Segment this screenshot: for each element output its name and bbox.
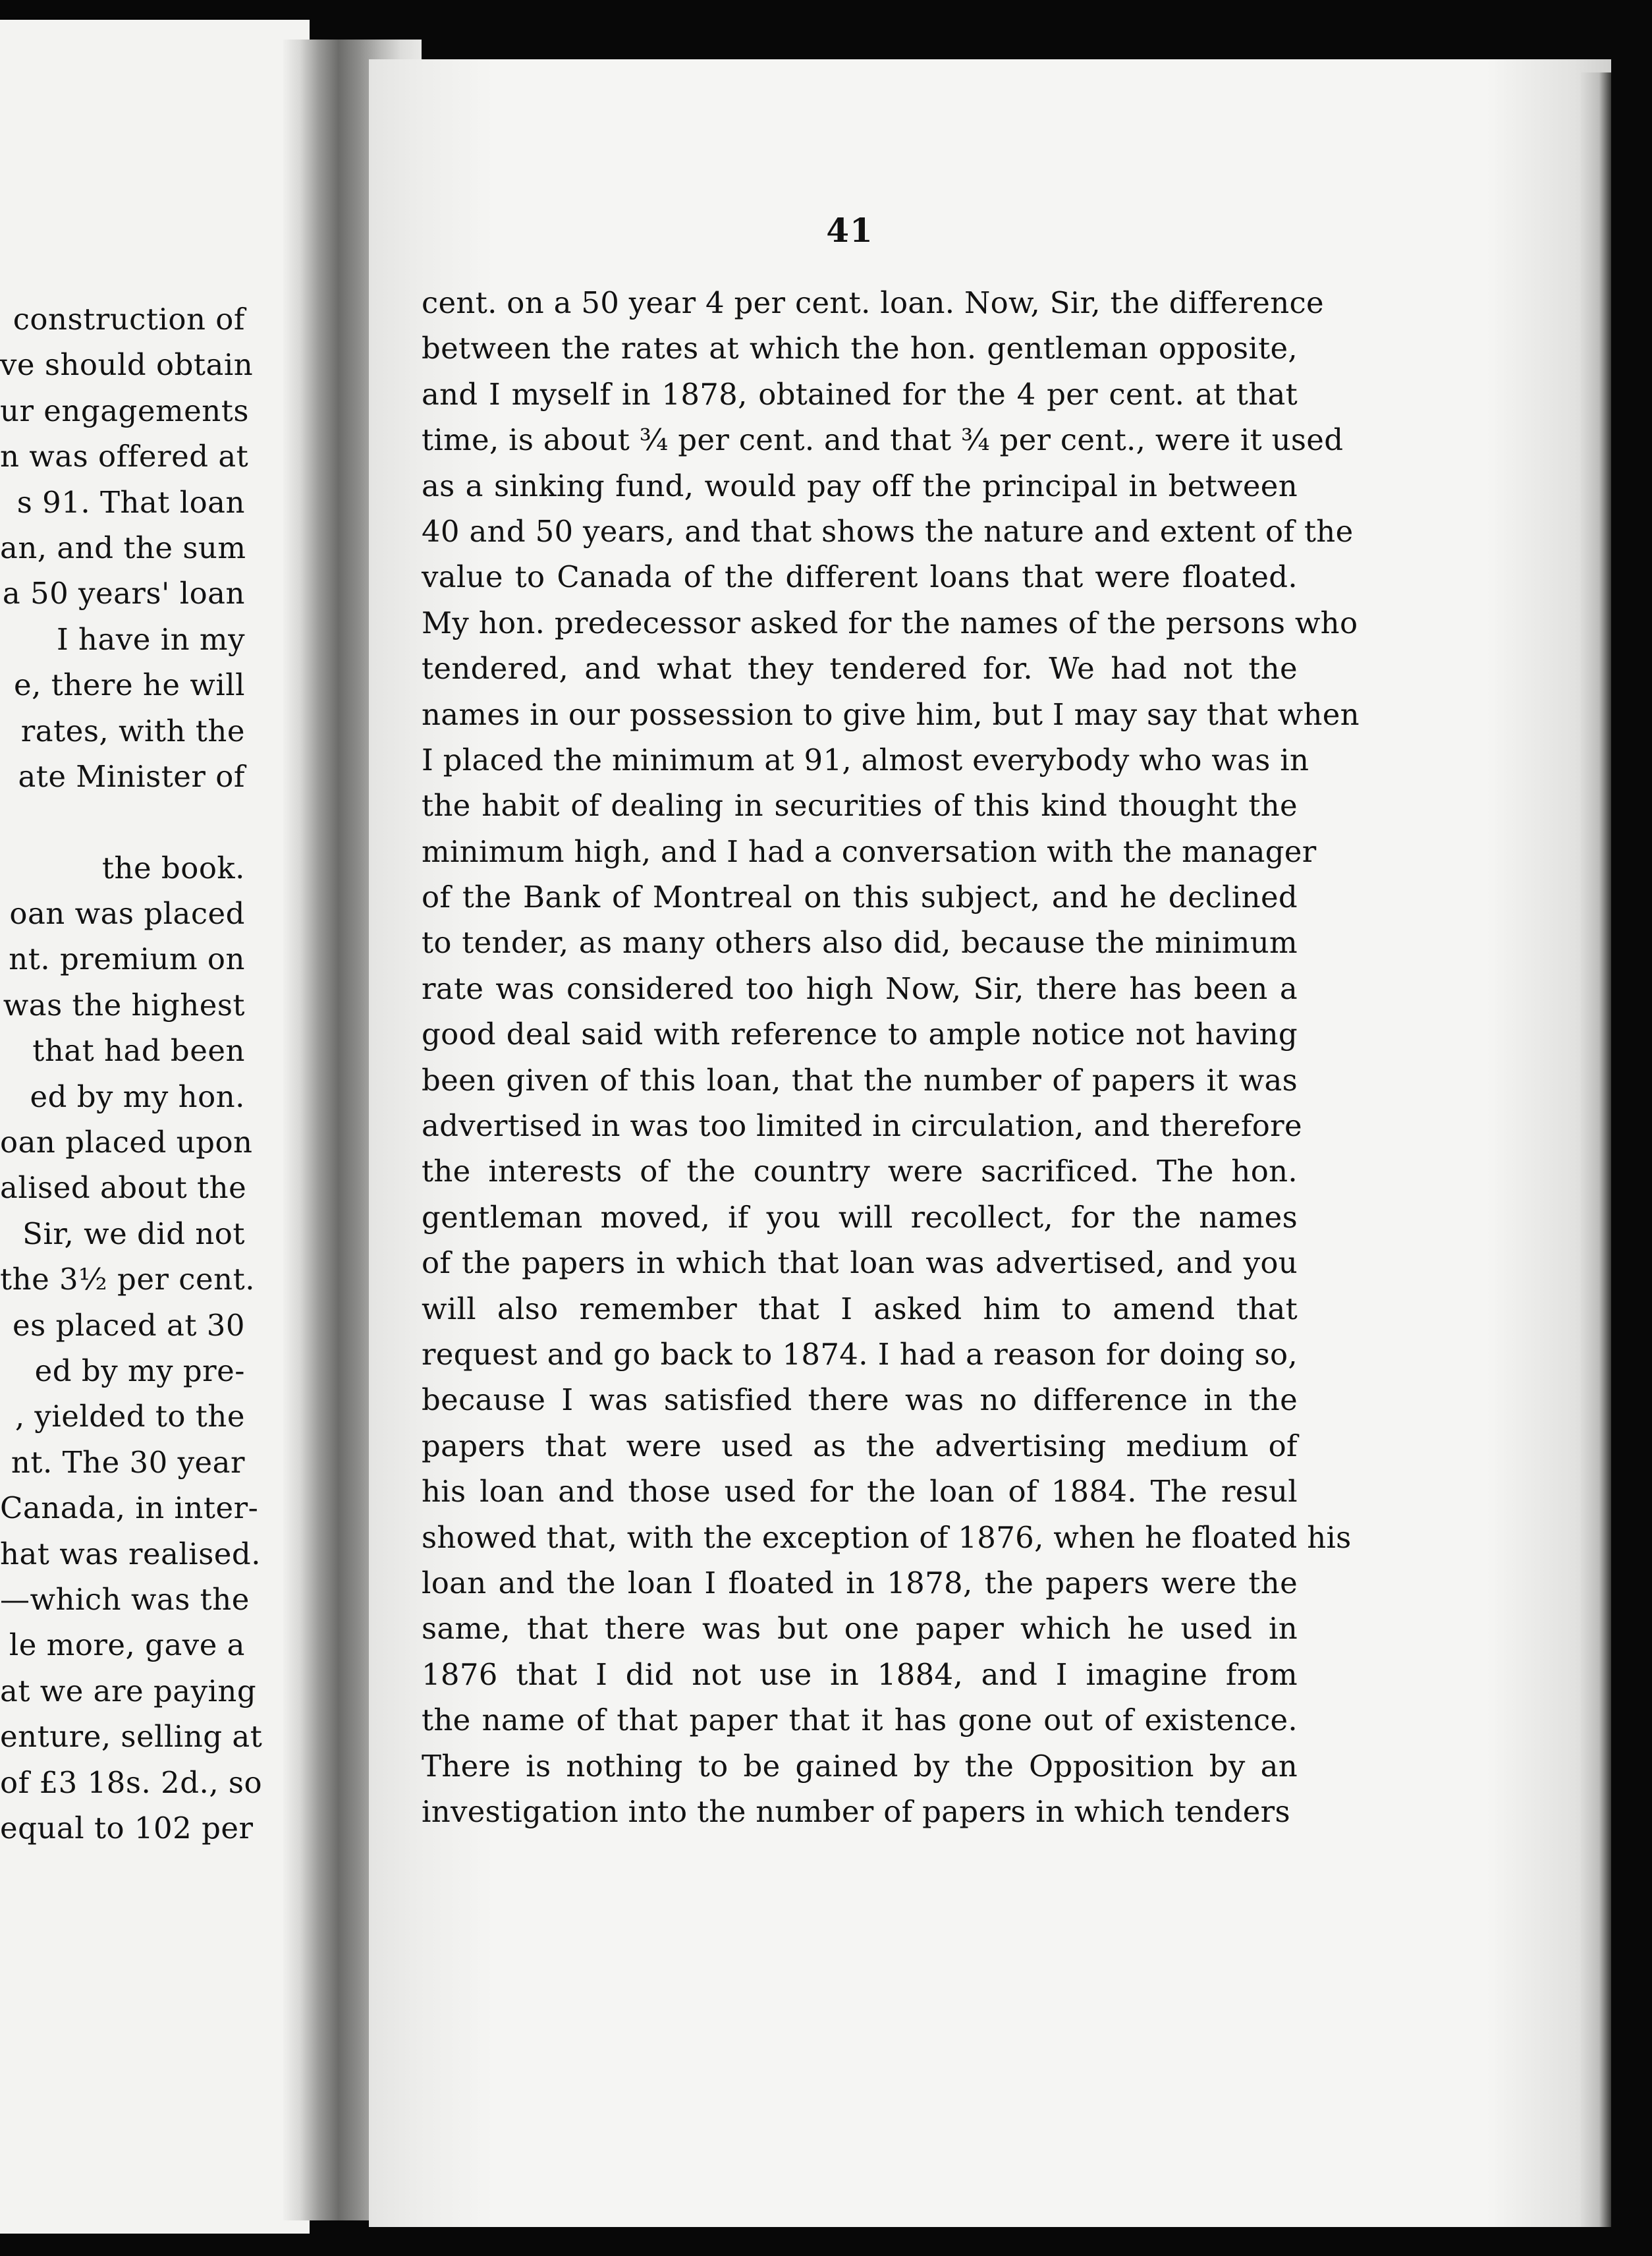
text-line: showed that, with the exception of 1876, when he floated his (422, 1519, 1352, 1555)
page-body-text (422, 280, 1360, 1834)
text-line: of the Bank of Montreal on this subject, and he declined (422, 880, 1298, 915)
text-line: gentleman moved, if you will recollect, for the names (422, 1199, 1298, 1235)
text-line: been given of this loan, that the number of papers it was (422, 1062, 1298, 1098)
text-line: papers that were used as the advertising medium of (422, 1428, 1298, 1463)
left-line: equal to 102 per (0, 1810, 254, 1846)
left-facing-page (0, 20, 310, 2234)
text-line: advertised in was too limited in circulation, and therefore (422, 1108, 1302, 1144)
left-line: es placed at 30 (13, 1307, 245, 1343)
text-line: good deal said with reference to ample notice not having (422, 1017, 1298, 1052)
left-line: the book. (101, 850, 245, 886)
text-line: investigation into the number of papers in which tenders (422, 1793, 1290, 1829)
left-line: that had been (32, 1033, 245, 1069)
left-line: e, there he will (14, 667, 245, 703)
left-line: le more, gave a (9, 1627, 245, 1663)
text-line: between the rates at which the hon. gentleman opposite, (422, 331, 1298, 366)
left-line: hat was realised. (0, 1536, 262, 1571)
text-line: of the papers in which that loan was advertised, and you (422, 1245, 1298, 1281)
text-line: There is nothing to be gained by the Opposition by an (422, 1748, 1298, 1784)
left-line: alised about the (0, 1170, 247, 1206)
left-line: rates, with the (20, 713, 245, 748)
left-line: enture, selling at (0, 1719, 263, 1755)
text-line: the habit of dealing in securities of this kind thought the (422, 788, 1298, 824)
text-line: value to Canada of the different loans that were floated. (422, 559, 1298, 595)
left-line: the 3½ per cent. (0, 1262, 256, 1297)
left-line: s 91. That loan (16, 484, 245, 520)
left-line: ed by my pre- (34, 1353, 245, 1388)
left-line: an, and the sum (0, 530, 246, 565)
left-line: a 50 years' loan (2, 576, 245, 611)
text-line: My hon. predecessor asked for the names of the persons who (422, 605, 1358, 640)
page-number: 41 (826, 211, 873, 250)
text-line: names in our possession to give him, but I may say that when (422, 696, 1360, 732)
text-line: 1876 that I did not use in 1884, and I imagine from (422, 1656, 1298, 1692)
left-line: —which was the (0, 1581, 250, 1617)
left-line: at we are paying (0, 1673, 257, 1708)
left-page-text (0, 296, 263, 1851)
text-line: the interests of the country were sacrificed. The hon. (422, 1154, 1298, 1189)
left-line: was the highest (3, 987, 245, 1023)
left-line: n was offered at (0, 439, 249, 474)
text-line: loan and the loan I floated in 1878, the papers were the (422, 1565, 1298, 1600)
left-line: nt. The 30 year (11, 1444, 245, 1480)
left-line: oan was placed (9, 896, 245, 932)
text-line: rate was considered too high Now, Sir, there has been a (422, 971, 1298, 1006)
text-line: tendered, and what they tendered for. We had not the (422, 651, 1298, 687)
left-line: ed by my hon. (30, 1079, 245, 1114)
text-line: the name of that paper that it has gone out of existence. (422, 1703, 1298, 1738)
text-line: time, is about ¾ per cent. and that ¾ per cent., were it used (422, 422, 1344, 458)
text-line: minimum high, and I had a conversation with the manager (422, 833, 1317, 869)
left-line: Sir, we did not (22, 1216, 245, 1251)
text-line: request and go back to 1874. I had a reason for doing so, (422, 1336, 1298, 1372)
text-line: 40 and 50 years, and that shows the nature and extent of the (422, 513, 1354, 549)
left-line: ve should obtain (0, 347, 254, 383)
left-line: construction of (13, 302, 245, 337)
left-line: , yielded to the (14, 1399, 245, 1434)
text-line: because I was satisfied there was no difference in the (422, 1382, 1298, 1418)
left-line: nt. premium on (9, 942, 245, 977)
text-line: to tender, as many others also did, because the minimum (422, 925, 1298, 961)
left-line-blank (0, 799, 245, 845)
text-line: I placed the minimum at 91, almost everybody who was in (422, 742, 1309, 777)
left-line: ate Minister of (18, 758, 245, 794)
text-line: his loan and those used for the loan of 1884. The resul (422, 1474, 1298, 1509)
text-line: will also remember that I asked him to amend that (422, 1291, 1298, 1326)
text-line: and I myself in 1878, obtained for the 4 per cent. at that (422, 376, 1298, 412)
left-line: Canada, in inter- (0, 1490, 259, 1526)
text-line: cent. on a 50 year 4 per cent. loan. Now, Sir, the difference (422, 285, 1324, 320)
left-line: of £3 18s. 2d., so (0, 1764, 263, 1800)
right-page-edge (1581, 72, 1611, 2227)
text-line: as a sinking fund, would pay off the principal in between (422, 468, 1298, 503)
left-line: oan placed upon (0, 1125, 253, 1160)
left-line: ur engagements (0, 393, 249, 428)
text-line: same, that there was but one paper which he used in (422, 1611, 1298, 1647)
left-line: I have in my (56, 621, 245, 657)
